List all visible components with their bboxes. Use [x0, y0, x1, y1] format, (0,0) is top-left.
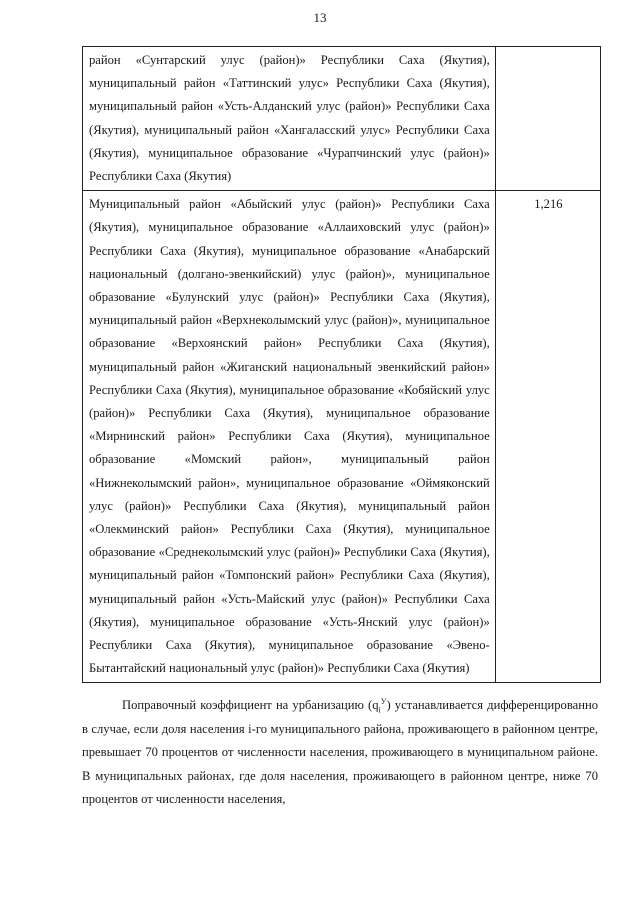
table-cell-districts: район «Сунтарский улус (район)» Республики Саха (Якутия), муниципальный район «Таттинский улус» Республики Саха (Якутия), муниципальный район «Усть-Алданский улус (район)» Республики Саха (Якутия), муниципальный район «Хангаласский улус» Республики Саха (Якутия), муниципальное образование «Чурапчинский улус (район)» Республики Саха (Якутия) — [83, 47, 496, 191]
coefficient-superscript: У — [380, 696, 387, 706]
table-row — [83, 47, 601, 191]
table-cell-districts: Муниципальный район «Абыйский улус (район)» Республики Саха (Якутия), муниципальное образование «Аллаиховский улус (район)» Республики Саха (Якутия), муниципальное образование «Анабарский национальный (долгано-эвенкийский) улус (район)», муниципальное образование «Булунский улус (район)» Республики Саха (Якутия), муниципальный район «Верхнеколымский улус (район)», муниципальное образование «Верхоянский район» Республики Саха (Якутия), муниципальный район «Жиганский национальный эвенкийский район» Республики Саха (Якутия), муниципальное образование «Кобяйский улус (район)» Республики Саха (Якутия), муниципальное образование «Мирнинский район» Республики Саха (Якутия), муниципальное образование «Момский район», муниципальный район «Нижнеколымский район», муниципальное образование «Оймяконский улус (район)» Республики Саха (Якутия), муниципальный район «Олекминский район» Республики Саха (Якутия), муниципальное образование «Среднеколымский улус (район)» Республики Саха (Якутия), муниципальный район «Томпонский район» Республики Саха (Якутия), муниципальный район «Усть-Майский улус (район)» Республики Саха (Якутия), муниципальное образование «Усть-Янский улус (район)» Республики Саха (Якутия), муниципальное образование «Эвено-Бытантайский национальный улус (район)» Республики Саха (Якутия) — [83, 191, 496, 683]
municipal-coefficient-table — [82, 46, 601, 683]
coefficient-subscript: i — [378, 705, 381, 715]
paragraph-text-rest: ) устанавливается дифференцированно в случае, если доля населения i-го муниципального района, проживающего в районном центре, превышает 70 процентов от численности населения, проживающего в муниципальном районе. В муниципальных районах, где доля населения, проживающего в районном центре, ниже 70 процентов от численности населения, — [82, 698, 598, 806]
body-paragraph — [82, 694, 598, 812]
paragraph-text-start: Поправочный коэффициент на урбанизацию (q — [122, 698, 379, 712]
table-cell-coefficient — [495, 47, 600, 191]
table-cell-coefficient: 1,216 — [495, 191, 600, 683]
page-number: 13 — [313, 10, 327, 25]
table-row — [83, 191, 601, 683]
